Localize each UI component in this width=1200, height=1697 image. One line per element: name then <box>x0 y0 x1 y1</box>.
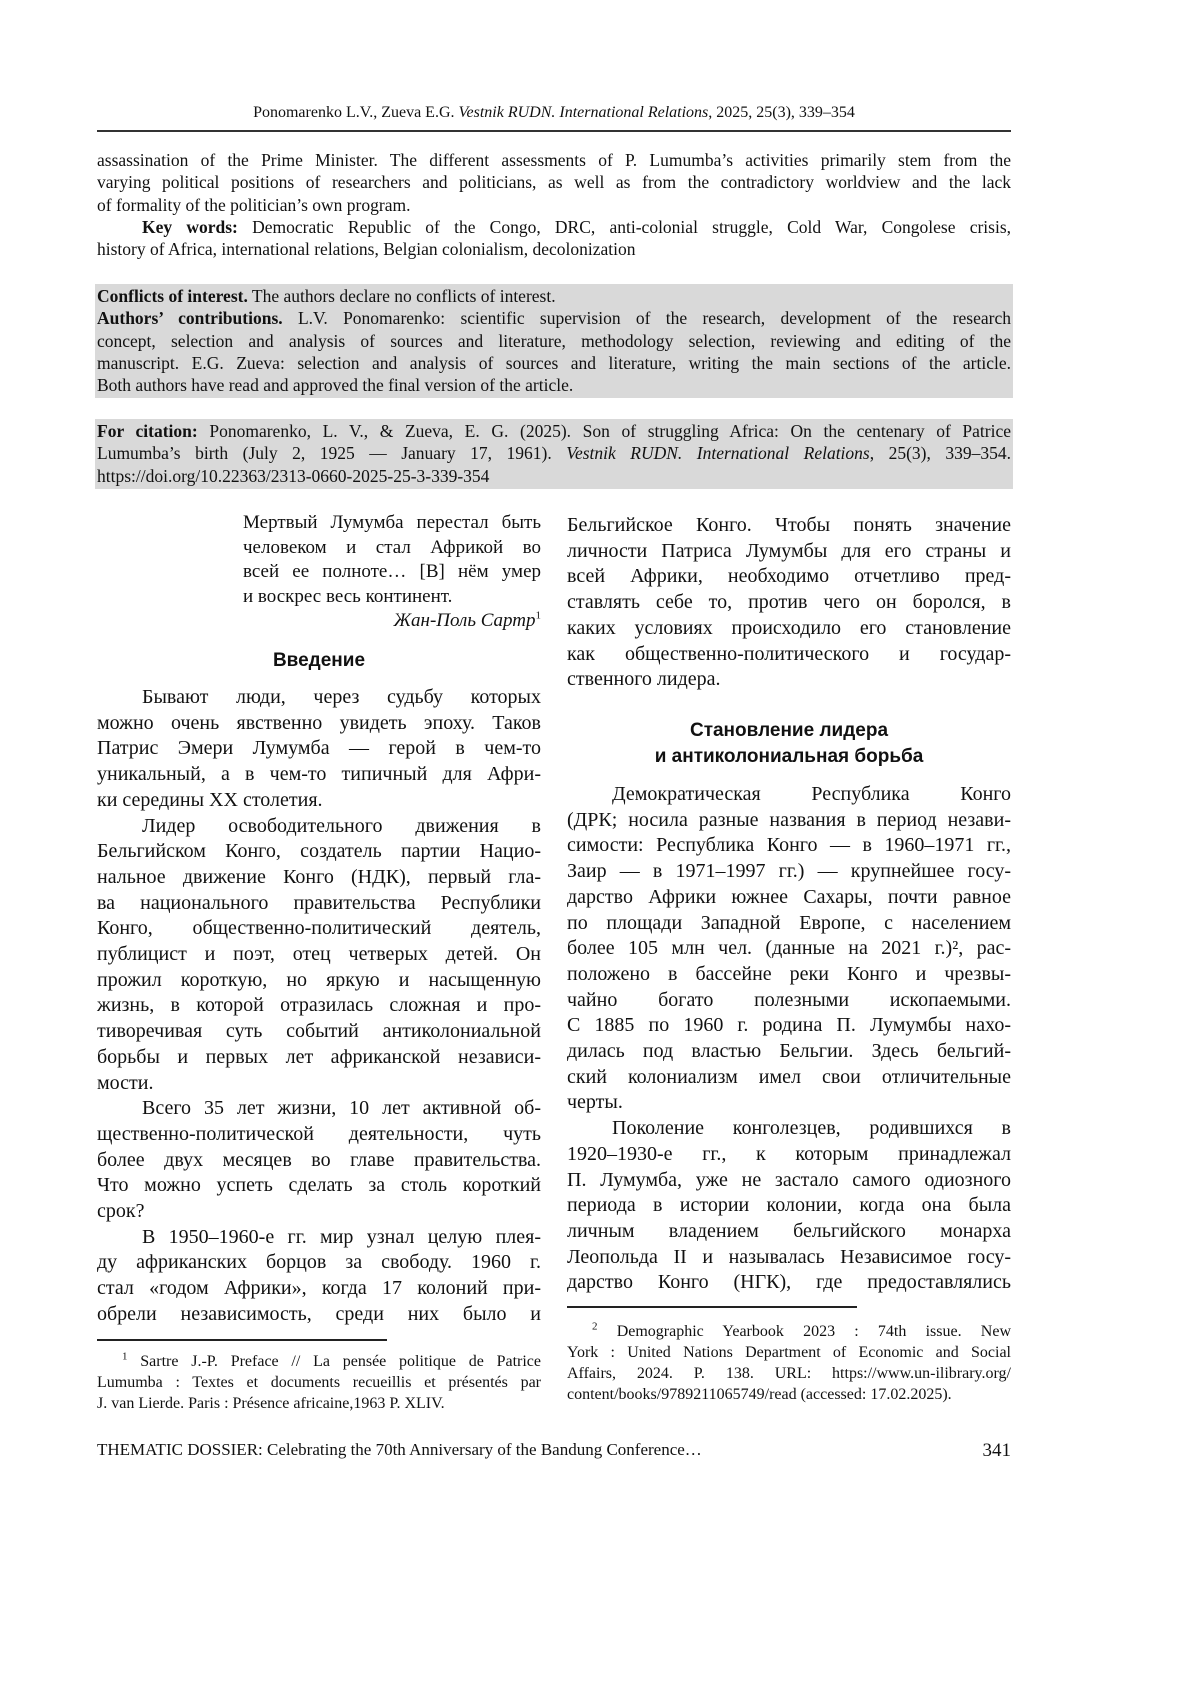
paragraph-line: Демократическая Республика Конго <box>567 782 1011 808</box>
header-journal: Vestnik RUDN. International Relations <box>459 104 709 121</box>
paragraph-line: Бывают люди, через судьбу которых <box>97 685 541 711</box>
footnote-ref[interactable]: 1 <box>536 610 542 622</box>
footnote-line: Lumumba : Textes et documents recueillis et présentés par <box>97 1372 541 1393</box>
paragraph-line: В 1950–1960-е гг. мир узнал целую плея- <box>97 1225 541 1251</box>
citation <box>97 420 1011 442</box>
epigraph-line: и воскрес весь континент. <box>243 585 541 610</box>
paragraph-line: тиворечивая суть событий антиколониальной <box>97 1019 541 1045</box>
paragraph-line: мости. <box>97 1071 541 1097</box>
paragraph-line: ду африканских борцов за свободу. 1960 г. <box>97 1250 541 1276</box>
abstract-line: assassination of the Prime Minister. The different assessments of P. Lumumba’s activities primarily stem from the <box>97 149 1011 171</box>
paragraph-line: как общественно-политического и государ- <box>567 642 1011 668</box>
header-details: , 2025, 25(3), 339–354 <box>708 104 855 121</box>
citation-label: For citation: <box>97 421 198 441</box>
paragraph-line: борьбы и первых лет африканской независи- <box>97 1045 541 1071</box>
paragraph-line: Леопольда II и называлась Независимое госу- <box>567 1245 1011 1271</box>
conflicts-label: Conflicts of interest. <box>97 286 248 306</box>
paragraph-line: более двух месяцев во главе правительства. <box>97 1148 541 1174</box>
heading-line: и антиколониальная борьба <box>567 744 1011 770</box>
footnote-line: York : United Nations Department of Economic and Social <box>567 1342 1011 1363</box>
running-header <box>97 104 1011 122</box>
epigraph-line: всей ее полноте… [В] нём умер <box>243 560 541 585</box>
paragraph-line: щественно-политической деятельности, чуть <box>97 1122 541 1148</box>
paragraph-line: стал «годом Африки», когда 17 колоний при- <box>97 1276 541 1302</box>
contributions-line: concept, selection and analysis of sources and literature, methodology selection, reviewing and editing of the <box>97 330 1011 352</box>
paragraph-line: обрели независимость, среди них было и <box>97 1302 541 1328</box>
paragraph-line: ставлять себе то, против чего он боролся, в <box>567 590 1011 616</box>
page-footer <box>97 1440 1011 1460</box>
paragraph-line: личности Патриса Лумумбы для его страны и <box>567 539 1011 565</box>
paragraph-line: личным владением бельгийского монарха <box>567 1219 1011 1245</box>
footnote-line: J. van Lierde. Paris : Présence africaine,1963 P. XLIV. <box>97 1393 541 1414</box>
keywords-label: Key words: <box>142 217 238 237</box>
heading-line: Становление лидера <box>567 718 1011 744</box>
paragraph-line: ва национального правительства Республики <box>97 891 541 917</box>
paragraph-line: Всего 35 лет жизни, 10 лет активной об- <box>97 1096 541 1122</box>
citation-doi[interactable]: https://doi.org/10.22363/2313-0660-2025-25-3-339-354 <box>97 465 1011 487</box>
citation-text: Ponomarenko, L. V., & Zueva, E. G. (2025). Son of struggling Africa: On the centenary of Patrice <box>198 421 1011 441</box>
paragraph-line: можно очень явственно увидеть эпоху. Таков <box>97 711 541 737</box>
footer-section-title: THEMATIC DOSSIER: Celebrating the 70th Anniversary of the Bandung Conference… <box>97 1440 702 1459</box>
paragraph-line: Что можно успеть сделать за столь короткий <box>97 1173 541 1199</box>
paragraph-line: П. Лумумба, уже не застало самого одиозного <box>567 1168 1011 1194</box>
contributions-label: Authors’ contributions. <box>97 308 283 328</box>
epigraph-author <box>243 609 541 634</box>
contributions-line: Both authors have read and approved the final version of the article. <box>97 374 1011 396</box>
paragraph-line: черты. <box>567 1090 1011 1116</box>
footnote-rule <box>567 1306 857 1308</box>
paragraph-line: Заир — в 1971–1997 гг.) — крупнейшее госу- <box>567 859 1011 885</box>
abstract-line: of formality of the politician’s own program. <box>97 194 1011 216</box>
footnote-rule <box>97 1339 387 1341</box>
section-heading-leader <box>567 718 1011 769</box>
footnote-line <box>97 1351 541 1372</box>
paragraph-line: нальное движение Конго (НДК), первый гла- <box>97 865 541 891</box>
paragraph-line: периода в истории колонии, когда она была <box>567 1193 1011 1219</box>
footnote-number: 2 <box>592 1321 598 1333</box>
epigraph-line: Мертвый Лумумба перестал быть <box>243 511 541 536</box>
paragraph-line: уникальный, а в чем-то типичный для Афри- <box>97 762 541 788</box>
paragraph-line: Бельгийском Конго, создатель партии Нацио- <box>97 839 541 865</box>
epigraph <box>243 511 541 634</box>
footnote-line <box>567 1321 1011 1342</box>
paragraph-line: ский колониализм имел свои отличительные <box>567 1065 1011 1091</box>
header-authors: Ponomarenko L.V., Zueva E.G. <box>253 104 458 121</box>
paragraph-line: дарство Африки южнее Сахары, почти равное <box>567 885 1011 911</box>
page-number: 341 <box>983 1440 1012 1462</box>
citation-text: Lumumba’s birth (July 2, 1925 — January 17, 1961). <box>97 443 566 463</box>
paragraph-line: всей Африки, необходимо отчетливо пред- <box>567 564 1011 590</box>
epigraph-author-name: Жан-Поль Сартр <box>394 610 536 631</box>
right-column-body <box>567 782 1011 1296</box>
citation-line <box>97 442 1011 464</box>
paragraph-line: Патрис Эмери Лумумба — герой в чем-то <box>97 736 541 762</box>
paragraph-line: более 105 млн чел. (данные на 2021 г.)², рас- <box>567 936 1011 962</box>
paragraph-line: Лидер освободительного движения в <box>97 814 541 840</box>
left-column-body <box>97 685 541 1328</box>
paragraph-line: каких условиях происходило его становление <box>567 616 1011 642</box>
paragraph-line: Конго, общественно-политический деятель, <box>97 916 541 942</box>
paragraph-line: Бельгийское Конго. Чтобы понять значение <box>567 513 1011 539</box>
paragraph-line: 1920–1930-е гг., к которым принадлежал <box>567 1142 1011 1168</box>
citation-text: , 25(3), 339–354. <box>870 443 1011 463</box>
paragraph-line: С 1885 по 1960 г. родина П. Лумумбы нахо- <box>567 1013 1011 1039</box>
footnote-2 <box>567 1321 1011 1405</box>
conflicts-box <box>95 284 1013 398</box>
conflicts <box>97 285 1011 307</box>
paragraph-line: дарство Конго (НГК), где предоставлялись <box>567 1270 1011 1296</box>
paragraph-line: ственного лидера. <box>567 667 1011 693</box>
section-heading-introduction: Введение <box>97 648 541 674</box>
paragraph-line: Поколение конголезцев, родившихся в <box>567 1116 1011 1142</box>
contributions-line: manuscript. E.G. Zueva: selection and analysis of sources and literature, writing the main sections of the article. <box>97 352 1011 374</box>
footnote-line: content/books/9789211065749/read (accessed: 17.02.2025). <box>567 1384 1011 1405</box>
paragraph-line: ки середины XX столетия. <box>97 788 541 814</box>
contributions <box>97 307 1011 329</box>
right-column-intro <box>567 513 1011 693</box>
paragraph-line: прожил короткую, но яркую и насыщенную <box>97 968 541 994</box>
conflicts-text: The authors declare no conflicts of interest. <box>248 286 556 306</box>
abstract-end <box>97 149 1011 260</box>
contributions-text: L.V. Ponomarenko: scientific supervision of the research, development of the research <box>283 308 1011 328</box>
paragraph-line: публицист и поэт, отец четверых детей. Он <box>97 942 541 968</box>
paragraph-line: чайно богато полезными ископаемыми. <box>567 988 1011 1014</box>
paragraph-line: по площади Западной Европе, с населением <box>567 911 1011 937</box>
footnote-1 <box>97 1351 541 1414</box>
paragraph-line: симости: Республика Конго — в 1960–1971 гг., <box>567 833 1011 859</box>
paragraph-line: (ДРК; носила разные названия в период незави- <box>567 808 1011 834</box>
footnote-number: 1 <box>122 1351 128 1363</box>
keywords-text: Democratic Republic of the Congo, DRC, anti-colonial struggle, Cold War, Congolese crisis, <box>238 217 1011 237</box>
header-rule <box>97 130 1011 132</box>
keywords <box>97 216 1011 238</box>
paragraph-line: срок? <box>97 1199 541 1225</box>
keywords-text: history of Africa, international relations, Belgian colonialism, decolonization <box>97 238 1011 260</box>
citation-journal: Vestnik RUDN. International Relations <box>566 443 870 463</box>
footnote-text: Demographic Yearbook 2023 : 74th issue. New <box>598 1323 1012 1340</box>
paragraph-line: дилась под властью Бельгии. Здесь бельгий- <box>567 1039 1011 1065</box>
footnote-text: Sartre J.-P. Preface // La pensée politique de Patrice <box>128 1353 542 1370</box>
paragraph-line: положено в бассейне реки Конго и чрезвы- <box>567 962 1011 988</box>
paragraph-line: жизнь, в которой отразилась сложная и про- <box>97 993 541 1019</box>
epigraph-line: человеком и стал Африкой во <box>243 536 541 561</box>
footnote-line: Affairs, 2024. P. 138. URL: https://www.un-ilibrary.org/ <box>567 1363 1011 1384</box>
abstract-line: varying political positions of researchers and politicians, as well as from the contradictory worldview and the lack <box>97 171 1011 193</box>
citation-box <box>95 419 1013 489</box>
